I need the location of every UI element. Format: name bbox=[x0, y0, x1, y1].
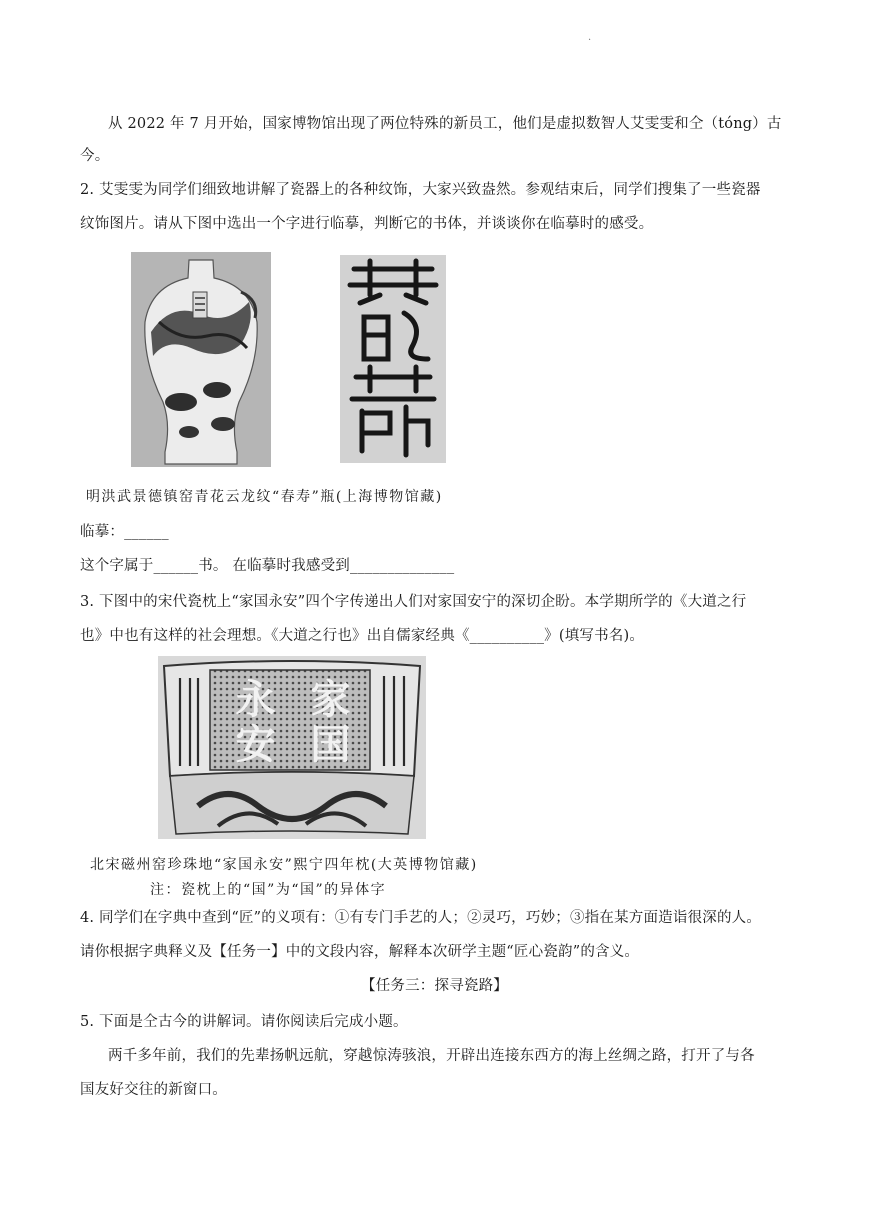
pillow-photo bbox=[158, 656, 426, 839]
q4-line-1: 4. 同学们在字典中查到“匠”的义项有：①有专门手艺的人；②灵巧，巧妙；③指在某方面造诣很深的人。 bbox=[80, 910, 762, 926]
q5-para-line-2: 国友好交往的新窗口。 bbox=[80, 1082, 227, 1098]
vase-caption: 明洪武景德镇窑青花云龙纹“春寿”瓶(上海博物馆藏) bbox=[86, 489, 443, 505]
q4-line-2: 请你根据字典释义及【任务一】中的文段内容，解释本次研学主题“匠心瓷韵”的含义。 bbox=[80, 944, 640, 960]
intro-line-1: 从 2022 年 7 月开始，国家博物馆出现了两位特殊的新员工，他们是虚拟数智人艾雯雯和仝（tóng）古 bbox=[108, 116, 782, 132]
pillow-char-guo: 国 bbox=[310, 722, 351, 768]
header-dot: . bbox=[588, 32, 592, 43]
pillow-caption: 北宋磁州窑珍珠地“家国永安”熙宁四年枕(大英博物馆藏) bbox=[90, 857, 478, 873]
chunshou-characters-photo bbox=[340, 255, 446, 463]
q3-line-1: 3. 下图中的宋代瓷枕上“家国永安”四个字传递出人们对家国安宁的深切企盼。本学期所学的《大道之行 bbox=[80, 594, 747, 610]
task-3-heading: 【任务三：探寻瓷路】 bbox=[361, 978, 508, 994]
vase-illustration bbox=[131, 252, 271, 467]
pillow-char-an: 安 bbox=[235, 722, 276, 768]
script-style-line: 这个字属于______书。 在临摹时我感受到______________ bbox=[80, 558, 455, 574]
q3-line-2: 也》中也有这样的社会理想。《大道之行也》出自儒家经典《__________》(填写书名)。 bbox=[80, 628, 645, 644]
copy-label: 临摹：______ bbox=[80, 524, 169, 540]
q2-line-2: 纹饰图片。请从下图中选出一个字进行临摹，判断它的书体，并谈谈你在临摹时的感受。 bbox=[80, 216, 654, 232]
seal-script-illustration bbox=[340, 255, 446, 463]
vase-photo bbox=[131, 252, 271, 467]
pillow-note: 注：瓷枕上的“国”为“国”的异体字 bbox=[150, 882, 387, 898]
pillow-inscription bbox=[218, 678, 368, 768]
pillow-char-jia: 家 bbox=[310, 677, 351, 723]
pillow-char-yong: 永 bbox=[235, 677, 276, 723]
q5-line-1: 5. 下面是仝古今的讲解词。请你阅读后完成小题。 bbox=[80, 1014, 408, 1030]
intro-line-2: 今。 bbox=[80, 148, 110, 164]
q2-line-1: 2. 艾雯雯为同学们细致地讲解了瓷器上的各种纹饰，大家兴致盎然。参观结束后，同学们搜集了一些瓷器 bbox=[80, 182, 761, 198]
q5-para-line-1: 两千多年前，我们的先辈扬帆远航，穿越惊涛骇浪，开辟出连接东西方的海上丝绸之路，打开了与各 bbox=[108, 1048, 755, 1064]
